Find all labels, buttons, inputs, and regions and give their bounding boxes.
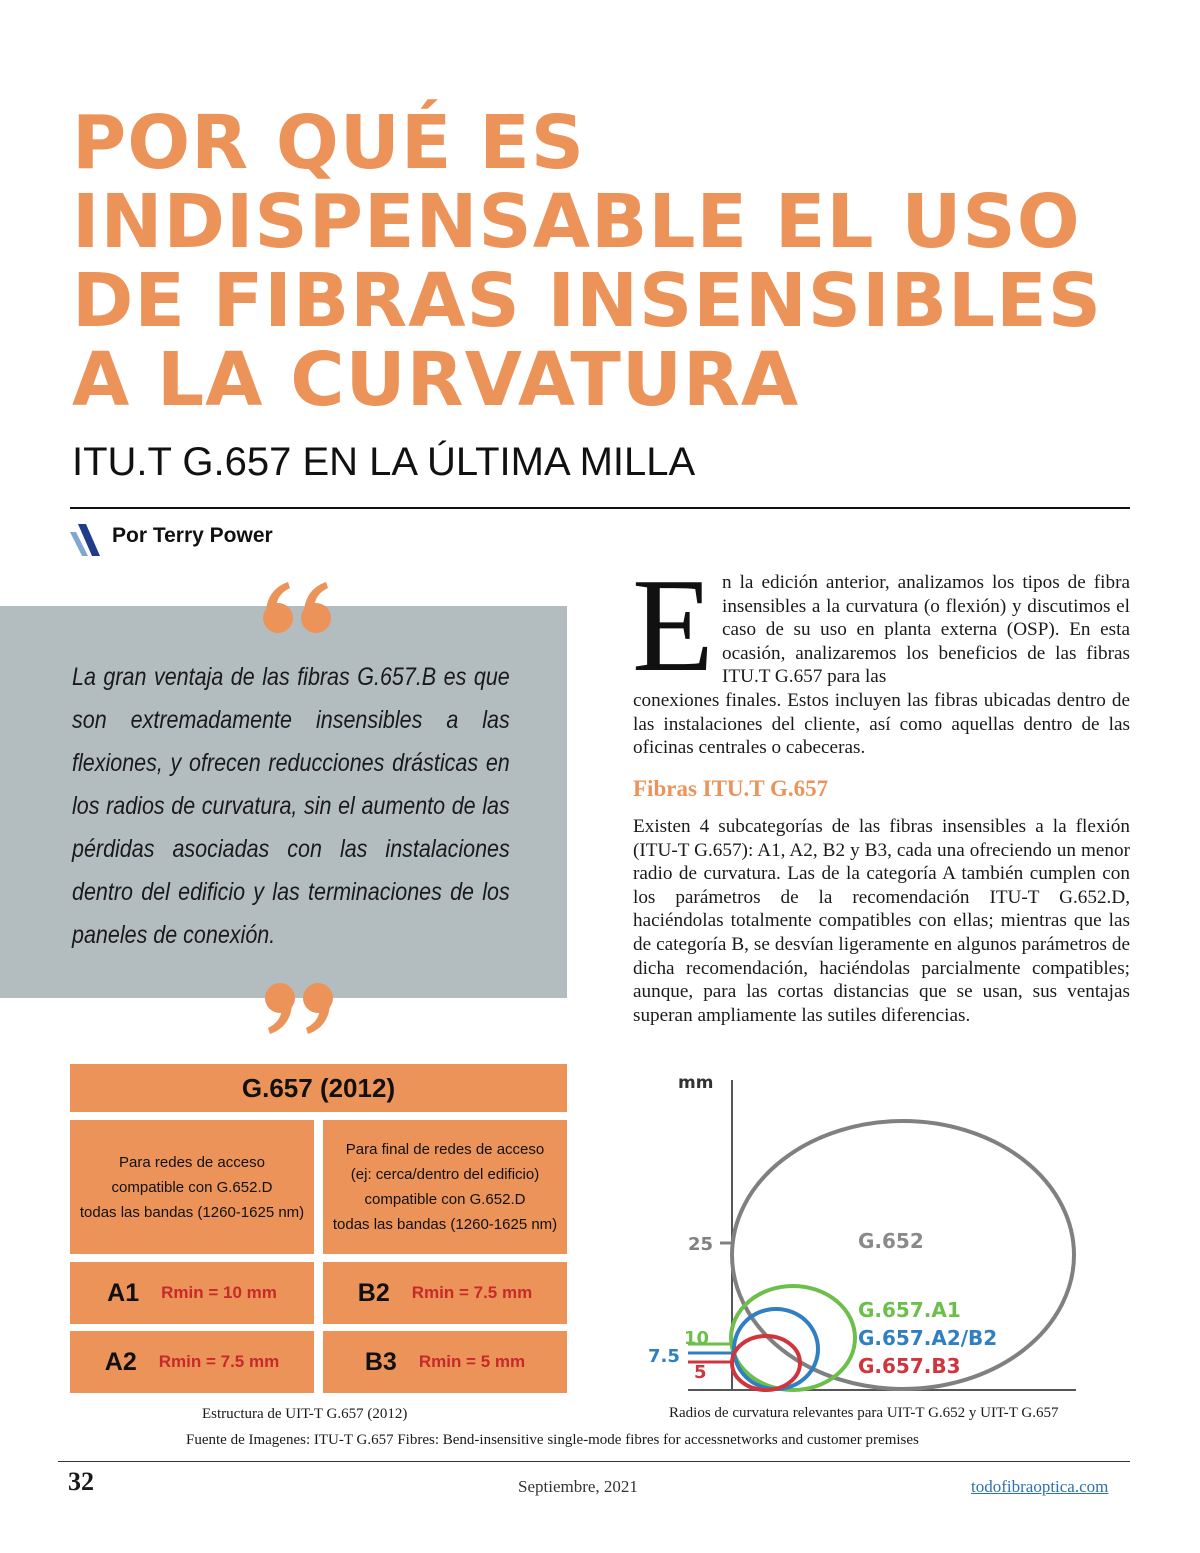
table-header: G.657 (2012) [70, 1064, 567, 1112]
category-label: A1 [107, 1278, 140, 1307]
category-label: A2 [104, 1347, 137, 1376]
issue-date: Septiembre, 2021 [518, 1477, 638, 1496]
body-paragraph: Existen 4 subcategorías de las fibras insensibles a la flexión (ITU-T G.657): A1, A2, B2 y B3, cada una ofreciendo un menor radio de curvatura. Las de la categoría A también cumplen con los parámetros de la recomendación ITU-T G.652.D, haciéndolas totalmente compatibles con ellas; mientras que las de categoría B, se desvían ligeramente en algunos parámetros de dicha recomendación, haciéndolas parcialmente compatibles; aunque, para las cortas distancias que se usan, sus ventajas superan ampliamente las sutiles diferencias. [633, 816, 1130, 1026]
table-cell-a2 [70, 1331, 314, 1393]
author-logo-icon [68, 520, 102, 558]
section-heading: Fibras ITU.T G.657 [633, 776, 829, 801]
category-rmin: Rmin = 10 mm [161, 1283, 277, 1302]
category-rmin: Rmin = 5 mm [418, 1352, 526, 1371]
close-quote-icon [258, 980, 338, 1036]
footer-divider [58, 1461, 1130, 1462]
label-g657-a1: G.657.A1 [858, 1298, 961, 1322]
circle-g657-a2-b2 [734, 1309, 818, 1389]
article-title: POR QUÉ ES INDISPENSABLE EL USO DE FIBRAS INSENSIBLES A LA CURVATURA [72, 100, 1103, 423]
unit-label: mm [678, 1073, 714, 1093]
tick-label-25: 25 [688, 1234, 714, 1255]
label-g657-b3: G.657.B3 [858, 1354, 961, 1378]
category-label: B2 [357, 1278, 390, 1307]
image-source-note: Fuente de Imagenes: ITU-T G.657 Fibres: Bend-insensitive single-mode fibres for accessnetworks and customer premises [186, 1432, 919, 1448]
tick-label-7-5: 7.5 [648, 1346, 680, 1367]
pull-quote-text: La gran ventaja de las fibras G.657.B es que son extremadamente insensibles a las flexiones, y ofrecen reducciones drásticas en los radios de curvatura, sin el aumento de las pérdidas asociadas con las instalaciones dentro del edificio y las terminaciones de los paneles de conexión. [72, 663, 510, 949]
drop-cap: E [632, 551, 714, 699]
table-category-b-description: Para final de redes de acceso (ej: cerca/dentro del edificio) compatible con G.652.D todas las bandas (1260-1625 nm) [323, 1120, 567, 1254]
bend-radius-diagram [630, 1064, 1130, 1404]
tick-label-5: 5 [694, 1362, 707, 1383]
author-byline: Por Terry Power [112, 524, 273, 547]
category-label: B3 [364, 1347, 397, 1376]
category-rmin: Rmin = 7.5 mm [158, 1352, 280, 1371]
page-number: 32 [68, 1467, 94, 1496]
tick-label-10: 10 [684, 1328, 710, 1349]
table-caption: Estructura de UIT-T G.657 (2012) [202, 1406, 408, 1422]
label-g657-a2-b2: G.657.A2/B2 [858, 1326, 998, 1350]
website-link[interactable]: todofibraoptica.com [971, 1477, 1109, 1496]
intro-paragraph-start: n la edición anterior, analizamos los tipos de fibra insensibles a la curvatura (o flexión) y discutimos el caso de su uso en planta externa (OSP). En esta ocasión, analizaremos los beneficios de las fibras ITU.T G.657 para las [722, 572, 1130, 688]
table-category-a-description: Para redes de acceso compatible con G.652.D todas las bandas (1260-1625 nm) [70, 1120, 314, 1254]
circle-g657-b3 [732, 1336, 800, 1390]
table-cell-a1 [70, 1262, 314, 1324]
intro-paragraph-end: conexiones finales. Estos incluyen las fibras ubicadas dentro de las instalaciones del cliente, así como aquellas dentro de las oficinas centrales o cabeceras. [633, 690, 1130, 759]
table-cell-b2 [323, 1262, 567, 1324]
category-rmin: Rmin = 7.5 mm [411, 1283, 533, 1302]
table-cell-b3 [323, 1331, 567, 1393]
open-quote-icon [258, 580, 338, 636]
label-g652: G.652 [858, 1229, 924, 1253]
article-subtitle: ITU.T G.657 EN LA ÚLTIMA MILLA [72, 440, 696, 484]
title-divider [70, 507, 1130, 509]
diagram-caption: Radios de curvatura relevantes para UIT-T G.652 y UIT-T G.657 [669, 1405, 1059, 1421]
